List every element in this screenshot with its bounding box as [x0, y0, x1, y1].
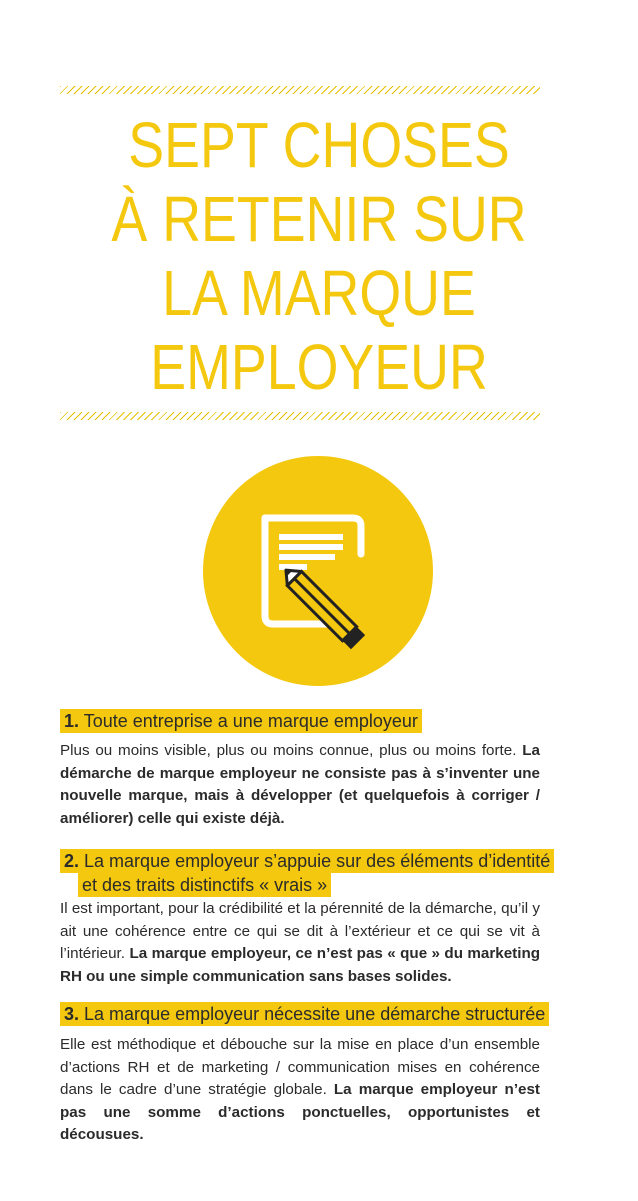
section-2-bold-text: La marque employeur, ce n’est pas « que » du marketing RH ou une simple communication sans bases solides.: [60, 945, 540, 985]
section-3-heading: [60, 1003, 549, 1025]
section-1-number: 1.: [64, 711, 80, 731]
section-3-text: Elle est méthodique et débouche sur la mise en place d’un ensemble d’actions RH et de marketing / communication mises en cohérence dans le cadre d’une stratégie globale.: [60, 1036, 540, 1098]
section-1-bold-text: La démarche de marque employeur ne consiste pas à s’inventer une nouvelle marque, mais à développer (et quelquefois à corriger / améliorer) celle qui existe déjà.: [60, 742, 540, 827]
section-2-title-line-1: La marque employeur s’appuie sur des éléments d’identité: [84, 851, 551, 871]
section-1-text: Plus ou moins visible, plus ou moins connue, plus ou moins forte.: [60, 742, 517, 759]
section-3-bold-text: La marque employeur n’est pas une somme d’actions ponctuelles, opportunistes et décousues.: [60, 1081, 540, 1143]
section-3-title: La marque employeur nécessite une démarche structurée: [84, 1004, 546, 1024]
title-line-2: À RETENIR SUR: [111, 183, 527, 255]
section-1-heading: [60, 710, 422, 732]
decorative-hatch-bottom: [60, 412, 540, 420]
decorative-hatch-top: [60, 86, 540, 94]
document-pencil-icon: [203, 456, 433, 686]
section-3-number: 3.: [64, 1004, 80, 1024]
section-1-body: [60, 740, 540, 830]
section-2-title-line-2: et des traits distinctifs « vrais »: [82, 875, 328, 895]
page-title: [0, 108, 638, 404]
section-2-number: 2.: [64, 851, 80, 871]
title-line-4: EMPLOYEUR: [150, 331, 488, 403]
section-2-text: Il est important, pour la crédibilité et la pérennité de la démarche, qu’il y ait une cohérence entre ce qui se dit à l’extérieur et ce qui se vit à l’intérieur.: [60, 900, 540, 962]
section-2-heading: [60, 850, 554, 896]
section-2-body: [60, 898, 540, 988]
title-line-1: SEPT CHOSES: [128, 109, 510, 181]
section-1-title: Toute entreprise a une marque employeur: [83, 711, 418, 731]
title-line-3: LA MARQUE: [162, 257, 476, 329]
section-3-body: [60, 1034, 540, 1147]
